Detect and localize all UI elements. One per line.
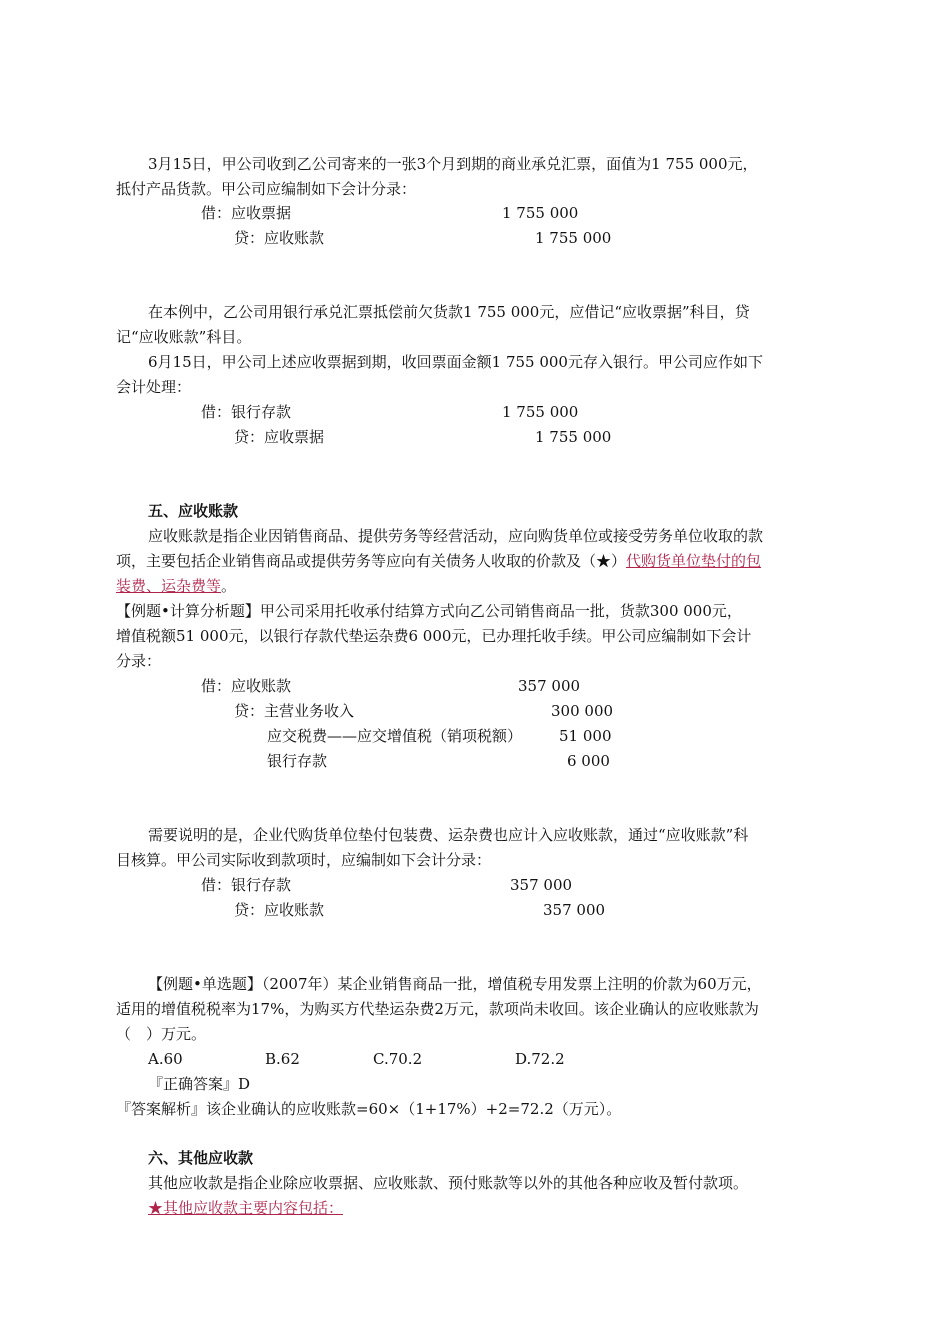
journal-debit-label: 借：银行存款: [201, 403, 292, 421]
journal-credit-label: 贷：应收账款: [234, 901, 325, 919]
journal-debit-amount: 1 755 000: [502, 204, 579, 222]
text-run: 。: [221, 577, 237, 595]
option-d: D.72.2: [515, 1050, 565, 1068]
journal-credit-amount: 6 000: [567, 752, 610, 770]
para-line: 应收账款是指企业因销售商品、提供劳务等经营活动，应向购货单位或接受劳务单位收取的款: [148, 527, 764, 545]
para-line: 会计处理：: [116, 378, 192, 396]
journal-debit-amount: 357 000: [518, 677, 581, 695]
journal-credit-amount: 1 755 000: [535, 229, 612, 247]
section-heading: 六、其他应收款: [148, 1149, 254, 1167]
example-line: 分录：: [116, 652, 162, 670]
correct-answer: 『正确答案』D: [148, 1075, 251, 1093]
option-c: C.70.2: [373, 1050, 423, 1068]
journal-debit-label: 借：应收账款: [201, 677, 292, 695]
para-line: 其他应收款是指企业除应收票据、应收账款、预付账款等以外的其他各种应收及暂付款项。: [148, 1174, 749, 1192]
journal-credit-label: 贷：应收账款: [234, 229, 325, 247]
section-heading: 五、应收账款: [148, 502, 239, 520]
para-line: [116, 551, 761, 571]
para-line: 6月15日，甲公司上述应收票据到期，收回票面金额1 755 000元存入银行。甲公司应作如下: [148, 353, 763, 371]
highlighted-text: 装费、运杂费等: [116, 577, 222, 595]
para-line: 目核算。甲公司实际收到款项时，应编制如下会计分录：: [116, 851, 492, 869]
para-line: 在本例中，乙公司用银行承兑汇票抵偿前欠货款1 755 000元，应借记“应收票据”科目，贷: [148, 303, 750, 321]
journal-debit-amount: 1 755 000: [502, 403, 579, 421]
example-line: 【例题•计算分析题】甲公司采用托收承付结算方式向乙公司销售商品一批，货款300 000元，: [116, 602, 742, 620]
journal-credit-label: 应交税费——应交增值税（销项税额）: [267, 727, 523, 745]
para-line: 记“应收账款”科目。: [116, 328, 252, 346]
para-line: 3月15日，甲公司收到乙公司寄来的一张3个月到期的商业承兑汇票，面值为1 755 000元，: [148, 155, 758, 173]
journal-credit-amount: 51 000: [559, 727, 612, 745]
journal-debit-label: 借：应收票据: [201, 204, 292, 222]
option-b: B.62: [265, 1050, 300, 1068]
question-line: 适用的增值税税率为17%，为购买方代垫运杂费2万元，款项尚未收回。该企业确认的应收账款为: [116, 1000, 759, 1018]
journal-credit-amount: 1 755 000: [535, 428, 612, 446]
journal-debit-label: 借：银行存款: [201, 876, 292, 894]
option-a: A.60: [148, 1050, 183, 1068]
journal-credit-amount: 300 000: [551, 702, 614, 720]
journal-credit-label: 银行存款: [267, 752, 328, 770]
para-line: [116, 576, 236, 596]
journal-credit-label: 贷：主营业务收入: [234, 702, 355, 720]
highlighted-text: ★其他应收款主要内容包括：: [148, 1199, 344, 1217]
example-line: 增值税额51 000元，以银行存款代垫运杂费6 000元，已办理托收手续。甲公司应编制如下会计: [116, 627, 752, 645]
text-run: 项，主要包括企业销售商品或提供劳务等应向有关债务人收取的价款及（★）: [116, 552, 627, 570]
question-line: （ ）万元。: [116, 1025, 207, 1043]
question-line: 【例题•单选题】（2007年）某企业销售商品一批，增值税专用发票上注明的价款为60万元，: [148, 975, 762, 993]
para-line: 需要说明的是，企业代购货单位垫付包装费、运杂费也应计入应收账款，通过“应收账款”科: [148, 826, 749, 844]
answer-analysis: 『答案解析』该企业确认的应收账款=60×（1+17%）+2=72.2（万元）。: [116, 1100, 622, 1118]
journal-credit-amount: 357 000: [543, 901, 606, 919]
journal-debit-amount: 357 000: [510, 876, 573, 894]
journal-credit-label: 贷：应收票据: [234, 428, 325, 446]
highlighted-text: 代购货单位垫付的包: [626, 552, 762, 570]
para-line: 抵付产品货款。甲公司应编制如下会计分录：: [116, 180, 417, 198]
